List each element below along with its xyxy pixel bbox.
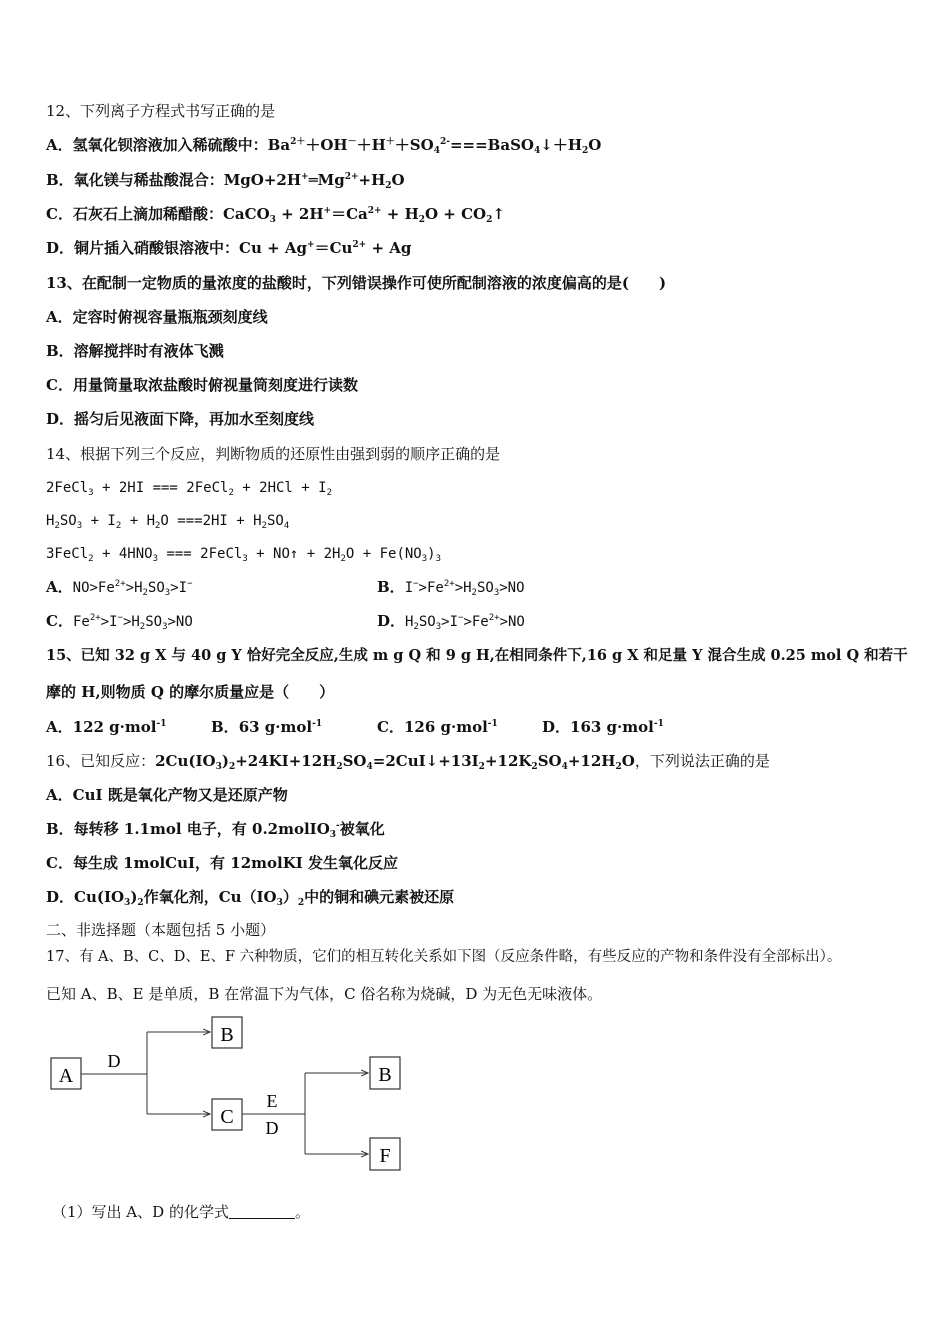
q15-option-a: A．122 g·mol$^{-1}$ (46, 718, 167, 736)
box-b-top-label: B (220, 1024, 234, 1046)
q14-reaction-1: 2FeCl$_3$ + 2HI === 2FeCl$_2$ + $2HCl + I_2$ (46, 480, 332, 498)
q16-stem: 16、已知反应：$2Cu(IO_3)_2+24KI+12H_2SO_4=2CuI↓+13I_2+12K_2SO_4+12H_2O$，下列说法正确的是 (46, 752, 770, 772)
box-c-label: C (220, 1106, 234, 1128)
q12-option-d: D．铜片插入硝酸银溶液中：$Cu + Ag^+=Cu^{2+} + Ag$ (46, 239, 412, 257)
section-2-heading: 二、非选择题（本题包括 5 小题） (46, 921, 276, 939)
q17-sub1: （1）写出 A、D 的化学式 。 (52, 1203, 310, 1221)
q14-stem: 14、根据下列三个反应，判断物质的还原性由强到弱的顺序正确的是 (46, 445, 501, 463)
q15-option-d: D．163 g·mol$^{-1}$ (542, 718, 664, 736)
q14-reaction-2: $H_2SO_3 + I_2 + H_2O ===2HI + H_2SO_4$ (46, 513, 290, 531)
q14-option-c: C．$Fe^{2+}>I^->H_2SO_3>NO$ (46, 612, 193, 632)
q15-stem-line1: 15、已知 32 g X 与 40 g Y 恰好完全反应,生成 m g Q 和 9 g H,在相同条件下,16 g X 和足量 Y 混合生成 0.25 mol Q 和若干 (46, 647, 908, 664)
q14-reaction-3: 3FeCl$_2$ + $4HNO_3$ === 2FeCl$_3$ + NO↑ + $2H_2O + Fe(NO_3)_3$ (46, 546, 442, 564)
arrow-label-e: E (266, 1091, 278, 1111)
box-b-right-label: B (378, 1064, 392, 1086)
q15-option-b: B．63 g·mol$^{-1}$ (211, 718, 323, 736)
q16-option-d: D．$Cu(IO_3)_2$作氧化剂，$Cu(IO_3)_2$中的铜和碘元素被还原 (46, 888, 455, 908)
answer-blank[interactable] (229, 1203, 295, 1219)
box-f-label: F (379, 1145, 391, 1167)
q13-option-c: C．用量筒量取浓盐酸时俯视量筒刻度进行读数 (46, 376, 358, 394)
q17-stem-line2: 已知 A、B、E 是单质，B 在常温下为气体，C 俗名称为烧碱，D 为无色无味液体。 (46, 985, 603, 1003)
arrow-label-d2: D (265, 1118, 279, 1138)
q13-stem: 13、在配制一定物质的量浓度的盐酸时，下列错误操作可使所配制溶液的浓度偏高的是( ) (46, 274, 667, 292)
q16-option-a: A．CuI 既是氧化产物又是还原产物 (46, 786, 288, 804)
q15-option-c: C．126 g·mol$^{-1}$ (377, 718, 498, 736)
q12-stem: 12、下列离子方程式书写正确的是 (46, 102, 276, 120)
q16-option-b: B．每转移 1.1mol 电子，有 0.2molIO$_3$-被氧化 (46, 820, 385, 840)
q17-stem-line1: 17、有 A、B、C、D、E、F 六种物质，它们的相互转化关系如下图（反应条件略，有些反应的产物和条件没有全部标出）。 (46, 949, 842, 965)
q16-option-c: C．每生成 1molCuI，有 12molKI 发生氧化反应 (46, 854, 398, 872)
arrow-label-d1: D (107, 1051, 121, 1071)
q14-option-d: D．$H_2SO_3>I^->Fe^{2+}>NO$ (377, 612, 525, 632)
q12-option-a: A．氢氧化钡溶液加入稀硫酸中：$Ba^{2+}+OH^-+H^++SO_4^{2-}===BaSO_4↓+H_2O$ (46, 136, 602, 156)
box-a-label: A (58, 1065, 74, 1087)
q12-option-b: B．氧化镁与稀盐酸混合：$MgO+2H^+═Mg^{2+}+H_2O$ (46, 171, 405, 191)
q14-option-b: B．$I^->Fe^{2+}>H_2SO_3>NO$ (377, 578, 525, 598)
q17-conversion-diagram (40, 1010, 420, 1175)
q14-option-a: A．$NO>Fe^{2+}>H_2SO_3>I^-$ (46, 578, 193, 598)
q12-option-c: C．石灰石上滴加稀醋酸：CaCO$_3$ + $2H^+=Ca^{2+} + H_2O$ + $CO_2↑$ (46, 205, 505, 225)
q13-option-b: B．溶解搅拌时有液体飞溅 (46, 342, 224, 360)
q13-option-a: A．定容时俯视容量瓶瓶颈刻度线 (46, 308, 268, 326)
q15-stem-line2: 摩的 H,则物质 Q 的摩尔质量应是（ ） (46, 683, 335, 701)
q13-option-d: D．摇匀后见液面下降，再加水至刻度线 (46, 410, 315, 428)
